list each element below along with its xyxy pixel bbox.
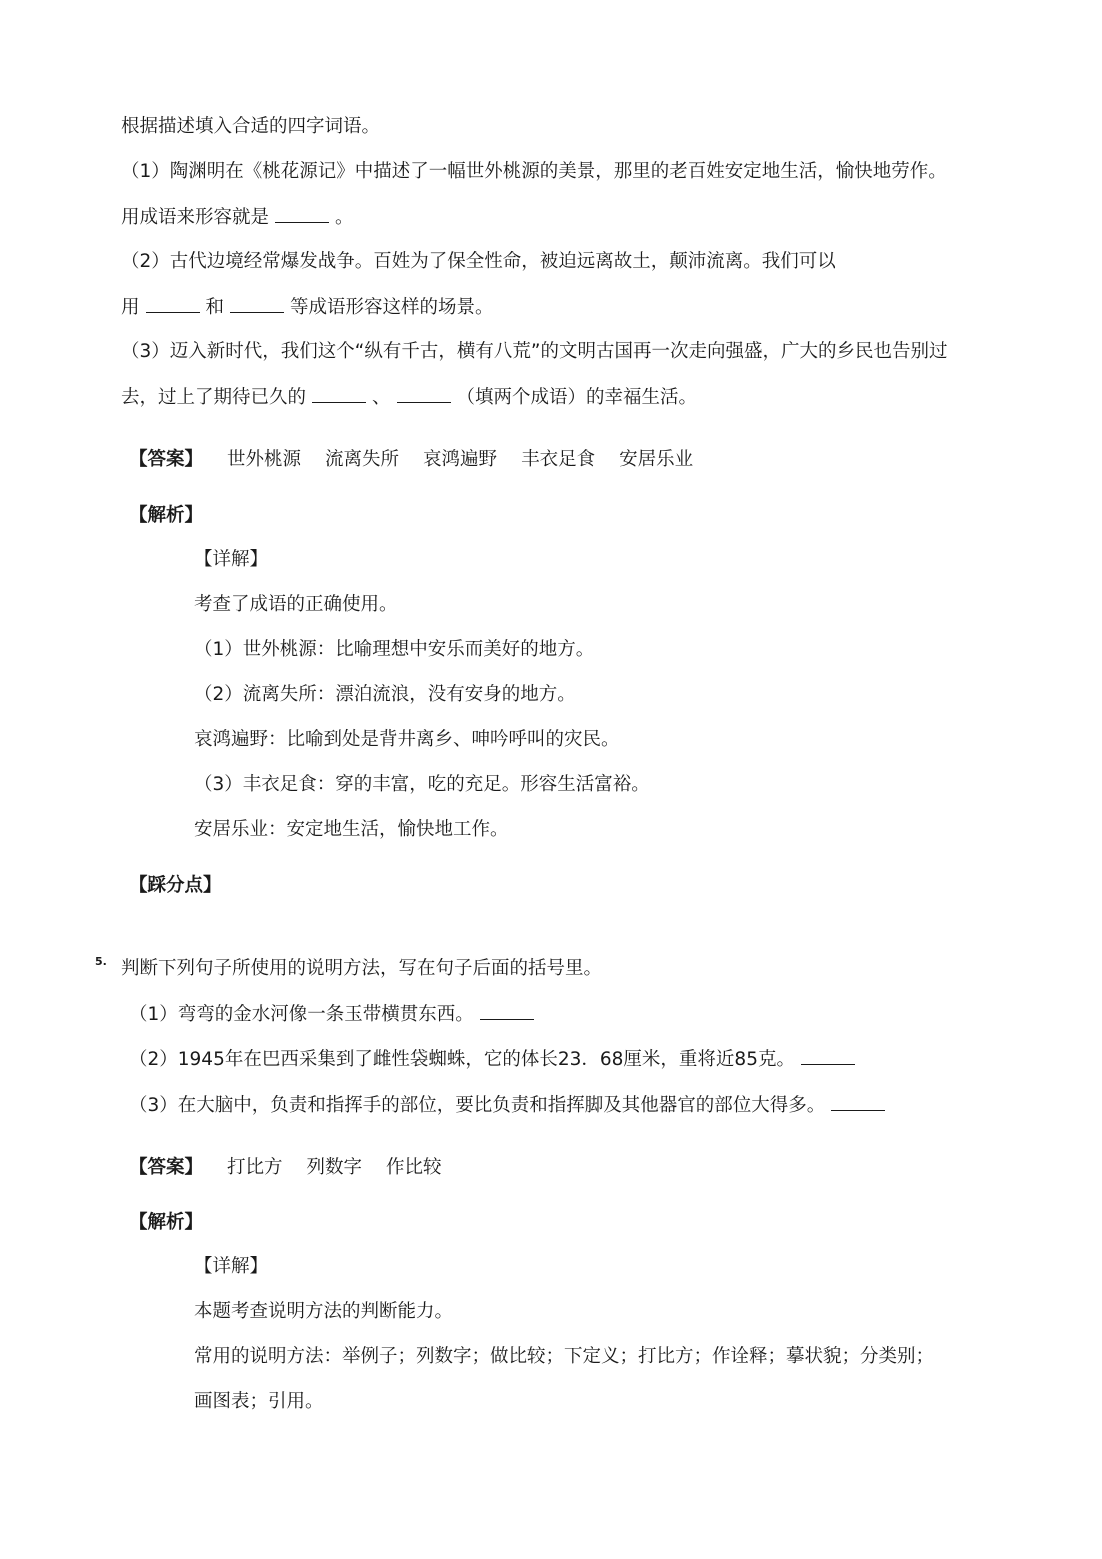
q4-part1-text-a: 用成语来形容就是 <box>121 207 270 228</box>
analysis-label: 【解析】 <box>129 1212 204 1233</box>
analysis-line: 安居乐业：安定地生活，愉快地工作。 <box>194 819 509 840</box>
answer-blank <box>801 1046 855 1065</box>
q5-item-1 <box>129 1001 540 1028</box>
q4-part1-line2 <box>121 204 354 231</box>
q4-part2-text-b: 和 <box>205 297 225 318</box>
q4-part2-text-a: 用 <box>121 297 140 318</box>
q4-part3-text-c: （填两个成语）的幸福生活。 <box>456 387 698 408</box>
answer-blank <box>230 294 284 313</box>
answer-item: 列数字 <box>306 1157 363 1178</box>
q5-answer-row <box>129 1155 442 1181</box>
answer-blank <box>146 294 200 313</box>
answer-item: 打比方 <box>227 1157 283 1178</box>
answer-blank <box>312 384 366 403</box>
analysis-line: 哀鸿遍野：比喻到处是背井离乡、呻吟呼叫的灾民。 <box>194 729 620 750</box>
answer-blank <box>831 1092 885 1111</box>
detail-label: 【详解】 <box>194 549 269 570</box>
q4-part3-text-a: 去，过上了期待已久的 <box>121 387 307 408</box>
answer-blank <box>480 1001 534 1020</box>
answer-item: 流离失所 <box>325 449 400 470</box>
q5-item-2 <box>129 1046 861 1073</box>
answer-item: 哀鸿遍野 <box>423 449 498 470</box>
answer-item: 安居乐业 <box>619 449 694 470</box>
q5-item-text: （1）弯弯的金水河像一条玉带横贯东西。 <box>129 1004 474 1025</box>
analysis-line: 画图表；引用。 <box>194 1391 324 1412</box>
answer-blank <box>397 384 451 403</box>
analysis-line: 本题考查说明方法的判断能力。 <box>194 1301 454 1322</box>
q4-answer-row <box>129 447 693 473</box>
q5-item-text: （3）在大脑中，负责和指挥手的部位，要比负责和指挥脚及其他器官的部位大得多。 <box>129 1095 826 1116</box>
scoring-points-label: 【踩分点】 <box>129 875 222 896</box>
analysis-line: 常用的说明方法：举例子；列数字；做比较；下定义；打比方；作诠释；摹状貌；分类别； <box>194 1346 935 1367</box>
q4-part1-line1: （1）陶渊明在《桃花源记》中描述了一幅世外桃源的美景，那里的老百姓安定地生活，愉快地劳作。 <box>121 161 947 182</box>
q4-part2-line1: （2）古代边境经常爆发战争。百姓为了保全性命，被迫远离故土，颠沛流离。我们可以 <box>121 251 836 272</box>
q4-part3-line1: （3）迈入新时代，我们这个“纵有千古，横有八荒”的文明古国再一次走向强盛，广大的乡民也告别过 <box>121 341 948 362</box>
q4-part2-line2 <box>121 294 494 321</box>
answer-item: 丰衣足食 <box>521 449 596 470</box>
analysis-line: 考查了成语的正确使用。 <box>194 594 398 615</box>
analysis-line: （2）流离失所：漂泊流浪，没有安身的地方。 <box>194 684 576 705</box>
analysis-label: 【解析】 <box>129 505 204 526</box>
q4-part2-text-c: 等成语形容这样的场景。 <box>290 297 494 318</box>
analysis-line: （1）世外桃源：比喻理想中安乐而美好的地方。 <box>194 639 595 660</box>
answer-item: 作比较 <box>386 1157 442 1178</box>
analysis-line: （3）丰衣足食：穿的丰富，吃的充足。形容生活富裕。 <box>194 774 650 795</box>
answer-blank <box>275 204 329 223</box>
answer-label: 【答案】 <box>129 449 204 470</box>
question-number: 5. <box>95 955 107 968</box>
detail-label: 【详解】 <box>194 1256 269 1277</box>
answer-item: 世外桃源 <box>227 449 302 470</box>
q5-item-3 <box>129 1092 891 1119</box>
answer-label: 【答案】 <box>129 1157 204 1178</box>
q4-part3-text-b: 、 <box>372 387 391 408</box>
q4-part1-text-b: 。 <box>335 207 354 228</box>
q4-instruction: 根据描述填入合适的四字词语。 <box>121 116 381 137</box>
q4-part3-line2 <box>121 384 697 411</box>
q5-instruction: 判断下列句子所使用的说明方法，写在句子后面的括号里。 <box>121 958 603 979</box>
q5-item-text: （2）1945年在巴西采集到了雌性袋蜘蛛，它的体长23．68厘米，重将近85克。 <box>129 1049 795 1070</box>
